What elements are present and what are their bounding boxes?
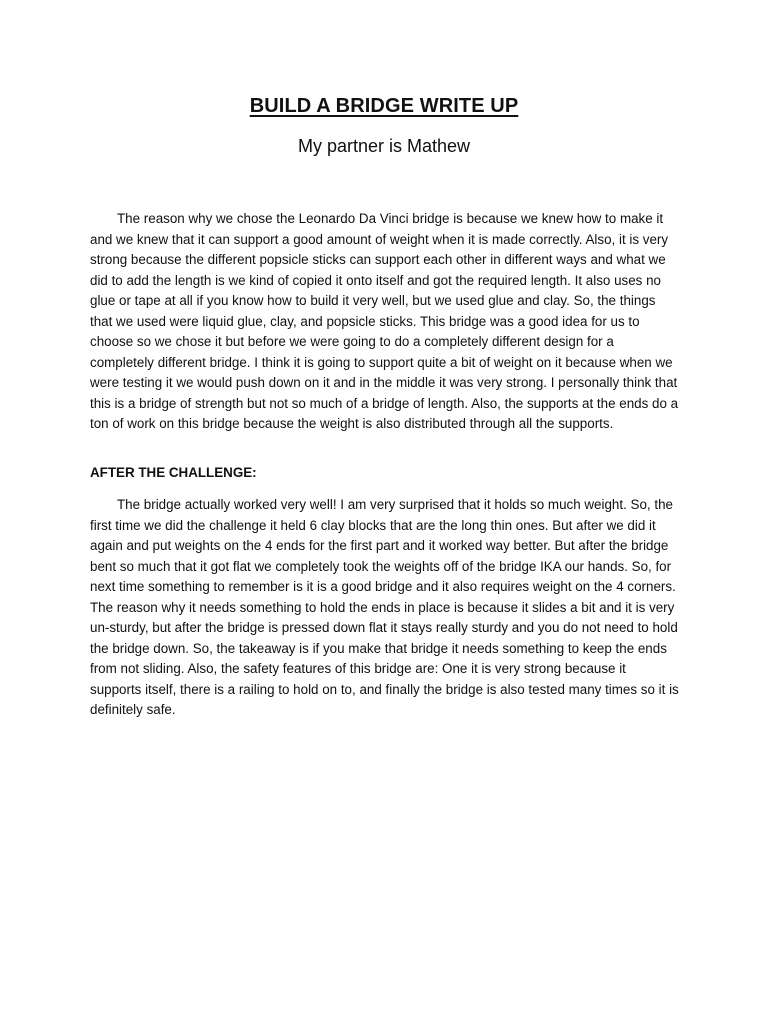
paragraph-results: The bridge actually worked very well! I am very surprised that it holds so much weight. So, the first time we did the challenge it held 6 clay blocks that are the long thin ones. But after we did it again and put weights on the 4 ends for the first part and it worked way better. But after the bridge bent so much that it got flat we completely took the weights off of the bridge IKA our hands. So, for next time something to remember is it is a good bridge and it also requires weight on the 4 corners. The reason why it needs something to hold the ends in place is because it slides a bit and it is very un-sturdy, but after the bridge is pressed down flat it stays really sturdy and you do not need to hold the bridge down. So, the takeaway is if you make that bridge it needs something to keep the ends from not sliding. Also, the safety features of this bridge are: One it is very strong because it supports itself, there is a railing to hold on to, and finally the bridge is also tested many times so it is definitely safe. — [90, 497, 679, 717]
paragraph-reason: The reason why we chose the Leonardo Da Vinci bridge is because we knew how to make it and we knew that it can support a good amount of weight when it is made correctly. Also, it is very strong because the different popsicle sticks can support each other in different ways and what we did to add the length is we kind of copied it onto itself and got the required length. It also uses no glue or tape at all if you know how to build it very well, but we used glue and clay. So, the things that we used were liquid glue, clay, and popsicle sticks. This bridge was a good idea for us to choose so we chose it but before we were going to do a completely different design for a completely different bridge. I think it is going to support quite a bit of weight on it because when we were testing it we would push down on it and in the middle it was very strong. I personally think that this is a bridge of strength but not so much of a bridge of length. Also, the supports at the ends do a ton of work on this bridge because the weight is also distributed through all the supports. — [90, 211, 679, 431]
section-heading-after-challenge: AFTER THE CHALLENGE: — [90, 465, 257, 480]
document-subtitle: My partner is Mathew — [297, 136, 471, 156]
document-title: BUILD A BRIDGE WRITE UP — [249, 95, 519, 117]
